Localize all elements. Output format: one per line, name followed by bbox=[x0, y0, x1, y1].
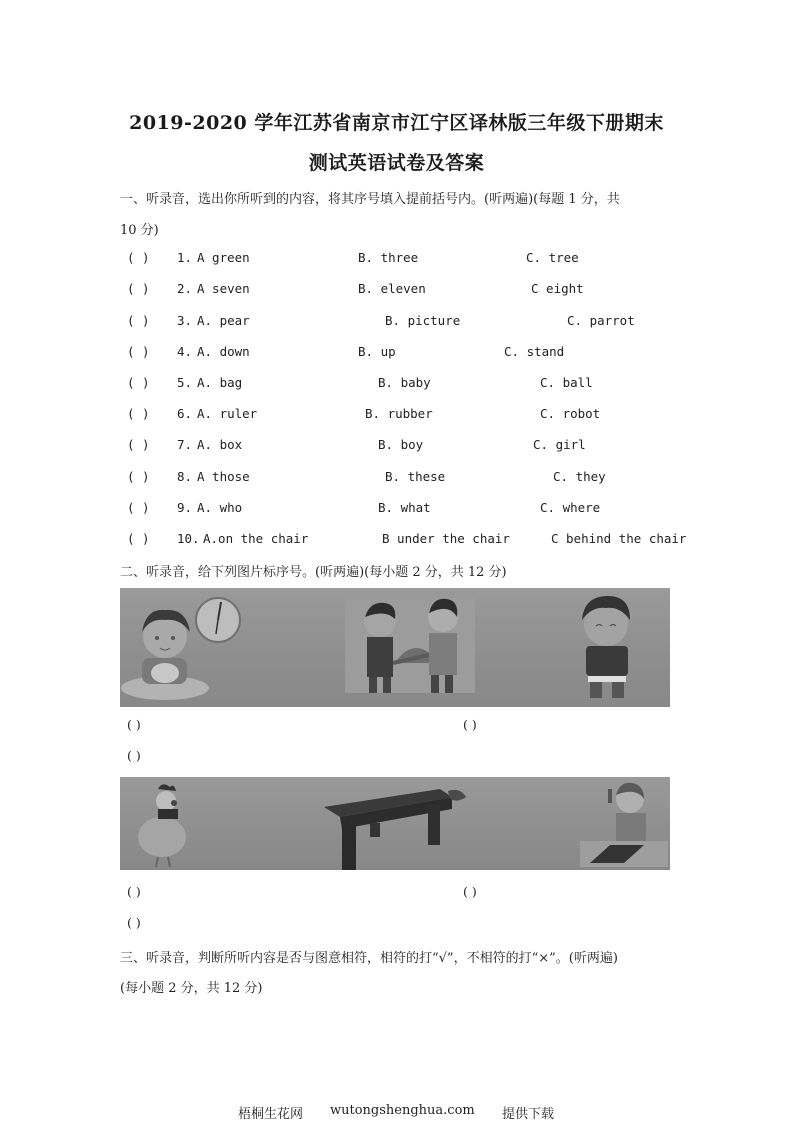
answer-blank[interactable]: ( ) bbox=[127, 250, 150, 265]
footer-download: 提供下载 bbox=[502, 1107, 555, 1122]
option-c: C. robot bbox=[540, 406, 601, 421]
option-c: C. parrot bbox=[567, 313, 635, 328]
answer-blank[interactable]: ( ) bbox=[127, 500, 150, 515]
question-number: 7. bbox=[177, 437, 193, 452]
smiling-boy-picture bbox=[568, 590, 648, 702]
question-number: 1. bbox=[177, 250, 193, 265]
option-c: C. girl bbox=[533, 437, 586, 452]
option-b: B. baby bbox=[378, 375, 431, 390]
option-c: C. stand bbox=[504, 344, 565, 359]
footer-url[interactable]: wutongshenghua.com bbox=[330, 1103, 475, 1118]
section1-heading: 一、听录音，选出你所听到的内容，将其序号填入提前括号内。(听两遍)(每题 1 分，共 bbox=[120, 192, 620, 207]
question-number: 6. bbox=[177, 406, 193, 421]
picture-answer-blank-4[interactable]: ( ) bbox=[127, 884, 141, 899]
document-title-line2: 测试英语试卷及答案 bbox=[308, 152, 485, 174]
option-a: A. down bbox=[197, 344, 250, 359]
picture-strip-1 bbox=[120, 588, 670, 707]
option-b: B. what bbox=[378, 500, 431, 515]
question-number: 4. bbox=[177, 344, 193, 359]
answer-blank[interactable]: ( ) bbox=[127, 531, 150, 546]
section3-heading: 三、听录音，判断所听内容是否与图意相符，相符的打“√”，不相符的打“×”。(听两遍) bbox=[120, 951, 618, 966]
question-number: 5. bbox=[177, 375, 193, 390]
picture-strip-2 bbox=[120, 777, 670, 870]
option-c: C. where bbox=[540, 500, 601, 515]
option-a: A seven bbox=[197, 281, 250, 296]
answer-blank[interactable]: ( ) bbox=[127, 344, 150, 359]
option-a: A green bbox=[197, 250, 250, 265]
answer-blank[interactable]: ( ) bbox=[127, 375, 150, 390]
option-a: A.on the chair bbox=[203, 531, 309, 546]
option-b: B. eleven bbox=[358, 281, 426, 296]
answer-blank[interactable]: ( ) bbox=[127, 313, 150, 328]
section3-heading-cont: (每小题 2 分，共 12 分) bbox=[120, 981, 263, 996]
table-picture bbox=[320, 785, 480, 870]
section2-heading: 二、听录音，给下列图片标序号。(听两遍)(每小题 2 分，共 12 分) bbox=[120, 565, 507, 580]
option-c: C. ball bbox=[540, 375, 593, 390]
hen-picture bbox=[130, 779, 200, 869]
option-a: A. who bbox=[197, 500, 243, 515]
section1-heading-cont: 10 分) bbox=[120, 223, 159, 238]
option-b: B. boy bbox=[378, 437, 424, 452]
question-number: 8. bbox=[177, 469, 193, 484]
option-b: B. up bbox=[358, 344, 396, 359]
question-number: 2. bbox=[177, 281, 193, 296]
answer-blank[interactable]: ( ) bbox=[127, 281, 150, 296]
option-a: A those bbox=[197, 469, 250, 484]
picture-answer-blank-3[interactable]: ( ) bbox=[127, 748, 141, 763]
two-children-picture bbox=[345, 593, 485, 703]
picture-answer-blank-1[interactable]: ( ) bbox=[127, 717, 141, 732]
answer-blank[interactable]: ( ) bbox=[127, 437, 150, 452]
footer-site-name: 梧桐生花网 bbox=[238, 1107, 304, 1122]
option-a: A. box bbox=[197, 437, 243, 452]
option-b: B. three bbox=[358, 250, 419, 265]
option-b: B under the chair bbox=[382, 531, 510, 546]
option-b: B. picture bbox=[385, 313, 461, 328]
man-at-desk-picture bbox=[580, 777, 670, 870]
option-a: A. pear bbox=[197, 313, 250, 328]
question-number: 9. bbox=[177, 500, 193, 515]
option-a: A. ruler bbox=[197, 406, 258, 421]
question-number: 3. bbox=[177, 313, 193, 328]
picture-answer-blank-2[interactable]: ( ) bbox=[463, 717, 477, 732]
option-c: C. they bbox=[553, 469, 606, 484]
option-b: B. these bbox=[385, 469, 446, 484]
document-title-line1: 2019-2020 学年江苏省南京市江宁区译林版三年级下册期末 bbox=[129, 112, 664, 134]
picture-answer-blank-6[interactable]: ( ) bbox=[127, 915, 141, 930]
option-c: C eight bbox=[531, 281, 584, 296]
option-c: C behind the chair bbox=[551, 531, 687, 546]
picture-answer-blank-5[interactable]: ( ) bbox=[463, 884, 477, 899]
option-b: B. rubber bbox=[365, 406, 433, 421]
answer-blank[interactable]: ( ) bbox=[127, 406, 150, 421]
question-number: 10. bbox=[177, 531, 200, 546]
boy-with-clock-picture bbox=[120, 588, 250, 707]
option-c: C. tree bbox=[526, 250, 579, 265]
option-a: A. bag bbox=[197, 375, 243, 390]
answer-blank[interactable]: ( ) bbox=[127, 469, 150, 484]
